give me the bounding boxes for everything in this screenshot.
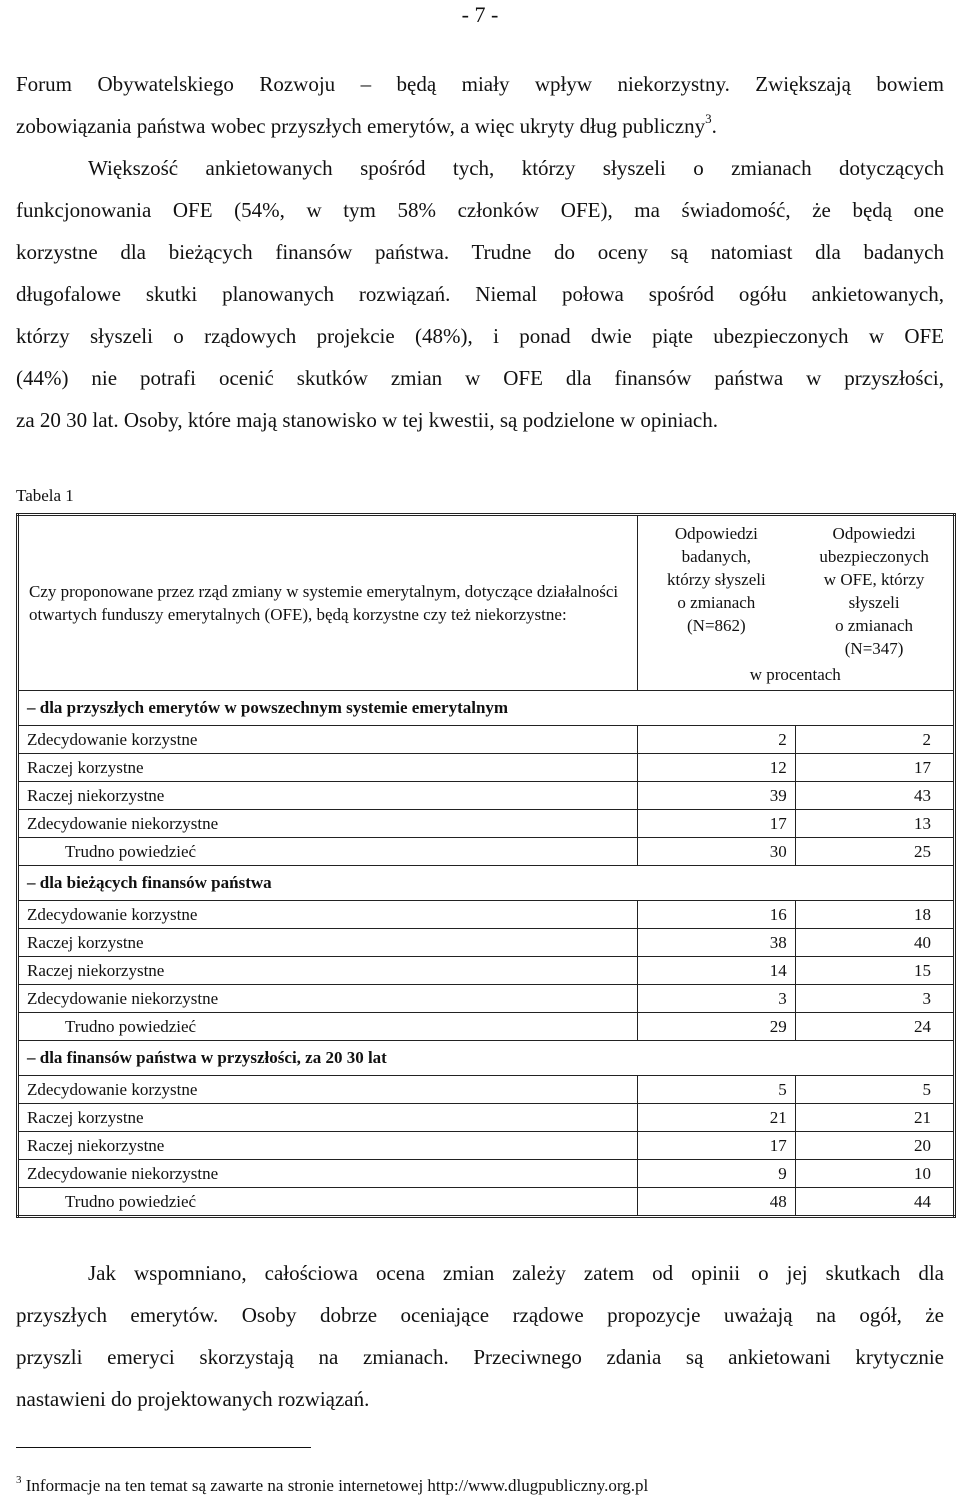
table-row [18,1076,955,1104]
header-line: ubezpieczonych [819,547,929,566]
value-ubezpieczeni: 20 [795,1132,954,1160]
table-row [18,1160,955,1188]
header-line: badanych, [681,547,752,566]
answer-label: Trudno powiedzieć [18,1013,638,1041]
value-ubezpieczeni: 15 [795,957,954,985]
paragraph-line: nastawieni do projektowanych rozwiązań. [16,1387,370,1411]
value-ubezpieczeni: 21 [795,1104,954,1132]
paragraph-2 [16,1252,944,1420]
value-badani: 21 [637,1104,795,1132]
footnote-divider [16,1447,311,1448]
value-badani: 38 [637,929,795,957]
value-badani: 5 [637,1076,795,1104]
table-row [18,901,955,929]
answer-label: Zdecydowanie korzystne [18,726,638,754]
answer-label: Zdecydowanie niekorzystne [18,1160,638,1188]
section-title: – dla bieżących finansów państwa [18,866,955,901]
col-header-ubezpieczeni [795,515,954,661]
value-badani: 9 [637,1160,795,1188]
table-row [18,1104,955,1132]
header-line: (N=347) [844,639,904,658]
value-ubezpieczeni: 44 [795,1188,954,1217]
header-line: Odpowiedzi [832,524,916,543]
page-number: - 7 - [461,2,499,27]
answer-label: Zdecydowanie korzystne [18,1076,638,1104]
answer-label: Zdecydowanie korzystne [18,901,638,929]
paragraph-line: długofalowe skutki planowanych rozwiązań. Niemal połowa spośród ogółu ankietowanych, [16,282,944,306]
paragraph-1 [16,63,944,441]
table-row [18,726,955,754]
value-ubezpieczeni: 2 [795,726,954,754]
col-header-badani [637,515,795,661]
footnote [16,1476,648,1496]
header-line: którzy słyszeli [667,570,766,589]
paragraph-line: (44%) nie potrafi ocenić skutków zmian w OFE dla finansów państwa w przyszłości, [16,366,944,390]
value-ubezpieczeni: 43 [795,782,954,810]
value-badani: 2 [637,726,795,754]
table-label: Tabela 1 [16,486,74,505]
paragraph-line: przyszli emeryci skorzystają na zmianach. Przeciwnego zdania są ankietowani krytycznie [16,1345,944,1369]
answer-label: Raczej niekorzystne [18,782,638,810]
value-ubezpieczeni: 24 [795,1013,954,1041]
header-line: o zmianach [835,616,914,635]
table-row [18,929,955,957]
answer-label: Raczej korzystne [18,754,638,782]
section-title: – dla finansów państwa w przyszłości, za 20 30 lat [18,1041,955,1076]
value-ubezpieczeni: 5 [795,1076,954,1104]
paragraph-line: którzy słyszeli o rządowych projekcie (48%), i ponad dwie piąte ubezpieczonych w OFE [16,324,944,348]
section-row [18,691,955,726]
paragraph-line: za 20 30 lat. Osoby, które mają stanowisko w tej kwestii, są podzielone w opiniach. [16,408,718,432]
header-line: w OFE, którzy [823,570,925,589]
section-title: – dla przyszłych emerytów w powszechnym systemie emerytalnym [18,691,955,726]
value-badani: 48 [637,1188,795,1217]
answer-label: Raczej korzystne [18,929,638,957]
table-row [18,782,955,810]
header-line: Odpowiedzi [674,524,758,543]
paragraph-line: funkcjonowania OFE (54%, w tym 58% członków OFE), ma świadomość, że będą one [16,198,944,222]
value-badani: 14 [637,957,795,985]
answer-label: Trudno powiedzieć [18,838,638,866]
answer-label: Raczej niekorzystne [18,1132,638,1160]
value-badani: 3 [637,985,795,1013]
footnote-ref: 3 [705,111,712,126]
survey-table [16,513,956,1218]
footnote-text: Informacje na ten temat są zawarte na stronie internetowej http://www.dlugpubliczny.org.pl [25,1476,649,1495]
table-row [18,1132,955,1160]
value-badani: 17 [637,1132,795,1160]
answer-label: Raczej korzystne [18,1104,638,1132]
value-badani: 39 [637,782,795,810]
answer-label: Raczej niekorzystne [18,957,638,985]
header-line: o zmianach [677,593,756,612]
value-ubezpieczeni: 13 [795,810,954,838]
header-line: słyszeli [848,593,900,612]
table-header-row [18,515,955,661]
answer-label: Zdecydowanie niekorzystne [18,810,638,838]
section-row [18,1041,955,1076]
table-row [18,838,955,866]
value-ubezpieczeni: 17 [795,754,954,782]
value-badani: 30 [637,838,795,866]
value-badani: 16 [637,901,795,929]
value-badani: 29 [637,1013,795,1041]
value-badani: 17 [637,810,795,838]
paragraph-line: Jak wspomniano, całościowa ocena zmian zależy zatem od opinii o jej skutkach dla [88,1261,944,1285]
table-row [18,1013,955,1041]
paragraph-line [16,105,944,147]
paragraph-line: Forum Obywatelskiego Rozwoju – będą miały wpływ niekorzystny. Zwiększają bowiem [16,72,944,96]
table-row [18,1188,955,1217]
line-text: zobowiązania państwa wobec przyszłych emerytów, a więc ukryty dług publiczny [16,114,706,138]
paragraph-line: Większość ankietowanych spośród tych, którzy słyszeli o zmianach dotyczących [88,156,944,180]
unit-label: w procentach [637,660,954,691]
answer-label: Trudno powiedzieć [18,1188,638,1217]
value-ubezpieczeni: 10 [795,1160,954,1188]
table-row [18,810,955,838]
value-ubezpieczeni: 40 [795,929,954,957]
value-badani: 12 [637,754,795,782]
table-row [18,985,955,1013]
footnote-number: 3 [16,1474,22,1486]
header-line: (N=862) [687,616,746,635]
answer-label: Zdecydowanie niekorzystne [18,985,638,1013]
table-row [18,957,955,985]
section-row [18,866,955,901]
question-cell: Czy proponowane przez rząd zmiany w systemie emerytalnym, dotyczące działalności otwartych funduszy emerytalnych (OFE), będą korzystne czy też niekorzystne: [29,582,619,624]
line-end: . [711,114,717,138]
value-ubezpieczeni: 3 [795,985,954,1013]
paragraph-line: korzystne dla bieżących finansów państwa. Trudne do oceny są natomiast dla badanych [16,240,944,264]
value-ubezpieczeni: 25 [795,838,954,866]
table-row [18,754,955,782]
paragraph-line: przyszłych emerytów. Osoby dobrze oceniające rządowe propozycje uważają na ogół, że [16,1303,944,1327]
value-ubezpieczeni: 18 [795,901,954,929]
